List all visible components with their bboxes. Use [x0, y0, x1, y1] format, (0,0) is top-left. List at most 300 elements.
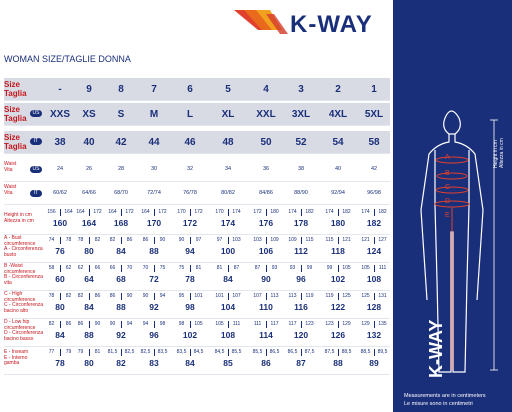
table-cell: S: [117, 109, 125, 120]
range-min: 101: [215, 293, 224, 299]
measure-letter: E: [445, 212, 450, 219]
height-label: Height in cm: [493, 140, 499, 168]
row-label: circumference: [4, 240, 36, 247]
range-min: 105: [215, 321, 224, 327]
range-min: 75: [178, 265, 185, 271]
row-label: Height in cm: [4, 212, 32, 218]
size-value: 102: [330, 274, 346, 284]
size-value: 88: [149, 246, 159, 256]
row-label: circumference: [4, 324, 36, 331]
table-cell: M: [149, 109, 159, 120]
table-cell: 68/70: [114, 190, 128, 196]
range-min: 82,5: [140, 349, 151, 355]
size-value: 96: [149, 330, 159, 340]
table-row: [4, 234, 390, 262]
range-max: 115: [305, 237, 314, 243]
range-divider: [154, 265, 155, 272]
measurement-note-it: Le misure sono in centimetri: [404, 401, 473, 407]
range-divider: [89, 293, 90, 300]
range-max: 62: [65, 265, 72, 271]
size-value: 106: [258, 246, 274, 256]
range-divider: [89, 265, 90, 272]
size-value: 88: [84, 330, 94, 340]
table-cell: XXL: [256, 109, 276, 120]
range-divider: [266, 265, 267, 272]
row-label: gamba: [4, 360, 20, 367]
table-cell: 4XL: [328, 109, 348, 120]
range-min: 82: [48, 321, 55, 327]
country-badge: IT: [30, 190, 42, 197]
range-min: 86: [142, 237, 149, 243]
table-cell: 9: [86, 84, 92, 95]
range-divider: [190, 237, 191, 244]
range-max: 182: [342, 209, 351, 215]
range-divider: [301, 321, 302, 328]
range-divider: [338, 265, 339, 272]
range-min: 117: [288, 321, 297, 327]
range-max: 70: [126, 265, 133, 271]
range-min: 74: [48, 237, 55, 243]
range-max: 125: [342, 293, 351, 299]
range-min: 93: [289, 265, 296, 271]
range-max: 107: [232, 293, 241, 299]
range-max: 182: [378, 209, 387, 215]
table-cell: 48: [222, 137, 234, 148]
range-min: 77: [48, 349, 55, 355]
range-divider: [266, 209, 267, 216]
range-divider: [338, 349, 339, 356]
range-max: 119: [305, 293, 314, 299]
range-divider: [60, 209, 61, 216]
size-value: 164: [81, 218, 97, 228]
size-value: 124: [366, 246, 382, 256]
range-max: 121: [342, 237, 351, 243]
range-max: 103: [232, 237, 241, 243]
range-min: 79: [77, 349, 84, 355]
size-value: 86: [261, 358, 271, 368]
range-min: 164: [108, 209, 117, 215]
row-label: A - Circonferenza: [4, 246, 43, 253]
range-divider: [338, 237, 339, 244]
row-label: Taglia: [4, 114, 27, 123]
range-divider: [121, 349, 122, 356]
table-cell: 32: [186, 166, 194, 172]
brand-logo: [230, 4, 410, 40]
size-value: 182: [366, 218, 382, 228]
range-max: 113: [270, 293, 279, 299]
range-divider: [228, 209, 229, 216]
range-max: 172: [93, 209, 102, 215]
table-cell: 64/66: [82, 190, 96, 196]
row-label: Waist: [4, 161, 17, 167]
size-value: 102: [182, 330, 198, 340]
size-value: 180: [330, 218, 346, 228]
size-value: 89: [369, 358, 379, 368]
table-cell: 2: [335, 84, 341, 95]
range-max: 99: [306, 265, 313, 271]
row-label: Altezza in cm: [4, 217, 34, 224]
range-divider: [89, 209, 90, 216]
size-value: 160: [52, 218, 68, 228]
range-min: 90: [109, 321, 116, 327]
range-divider: [60, 321, 61, 328]
range-divider: [228, 349, 229, 356]
range-divider: [301, 209, 302, 216]
range-min: 94: [142, 321, 149, 327]
size-value: 100: [220, 246, 236, 256]
size-value: 122: [330, 302, 346, 312]
row-label: Size: [4, 105, 21, 114]
range-divider: [89, 349, 90, 356]
size-value: 84: [84, 302, 94, 312]
table-cell: 46: [184, 137, 196, 148]
row-divider: [4, 204, 390, 205]
range-max: 82: [65, 293, 72, 299]
measure-letter: B: [445, 170, 450, 177]
range-min: 156: [47, 209, 56, 215]
range-max: 87,5: [304, 349, 315, 355]
row-label: circumference: [4, 296, 36, 303]
range-min: 78: [77, 237, 84, 243]
row-label: Taglia: [4, 89, 27, 98]
table-cell: 36: [262, 166, 270, 172]
table-cell: 7: [151, 84, 157, 95]
range-divider: [266, 321, 267, 328]
range-min: 172: [253, 209, 262, 215]
table-cell: 30: [150, 166, 158, 172]
row-label: C - Circonferenza: [4, 302, 44, 309]
row-label: Vita: [4, 166, 13, 173]
row-label: C - High: [4, 291, 23, 297]
size-value: 176: [258, 218, 274, 228]
range-divider: [301, 265, 302, 272]
side-brand-logo: [390, 319, 480, 378]
range-min: 98: [178, 321, 185, 327]
range-max: 117: [270, 321, 279, 327]
range-divider: [266, 237, 267, 244]
range-min: 174: [288, 209, 297, 215]
range-min: 164: [76, 209, 85, 215]
range-max: 83,5: [157, 349, 168, 355]
size-value: 108: [366, 274, 382, 284]
range-divider: [89, 237, 90, 244]
range-divider: [374, 265, 375, 272]
size-value: 120: [293, 330, 309, 340]
row-label: A - Bust: [4, 235, 22, 241]
size-value: 112: [294, 246, 308, 256]
country-badge: US: [30, 110, 42, 117]
table-cell: 42: [370, 166, 378, 172]
table-row: [4, 159, 390, 181]
range-divider: [338, 209, 339, 216]
size-value: 72: [149, 274, 159, 284]
range-max: 111: [378, 265, 387, 271]
size-value: 104: [220, 302, 236, 312]
range-min: 105: [361, 265, 370, 271]
range-min: 86: [109, 293, 116, 299]
range-max: 86: [94, 293, 101, 299]
size-value: 78: [55, 358, 65, 368]
row-label: Taglia: [4, 142, 27, 151]
range-min: 107: [253, 293, 262, 299]
table-row: [4, 78, 390, 100]
range-min: 85,5: [252, 349, 263, 355]
range-divider: [154, 237, 155, 244]
range-min: 174: [325, 209, 334, 215]
table-cell: 42: [115, 137, 127, 148]
range-max: 111: [232, 321, 241, 327]
size-value: 96: [296, 274, 306, 284]
size-value: 114: [259, 330, 273, 340]
size-value: 172: [182, 218, 198, 228]
range-divider: [154, 349, 155, 356]
table-cell: 26: [85, 166, 93, 172]
row-label: bacino alto: [4, 307, 29, 314]
range-max: 94: [159, 293, 166, 299]
range-max: 81: [94, 349, 101, 355]
range-divider: [154, 293, 155, 300]
table-cell: 50: [260, 137, 272, 148]
range-max: 66: [94, 265, 101, 271]
size-value: 80: [84, 246, 94, 256]
row-label: B -Waist: [4, 263, 23, 269]
table-row: [4, 182, 390, 204]
range-divider: [374, 293, 375, 300]
range-max: 172: [125, 209, 134, 215]
table-cell: -: [58, 84, 62, 95]
table-cell: 1: [371, 84, 377, 95]
range-max: 174: [232, 209, 241, 215]
range-max: 164: [64, 209, 73, 215]
size-value: 82: [116, 358, 126, 368]
range-min: 88,5: [360, 349, 371, 355]
table-cell: 76/78: [183, 190, 197, 196]
size-value: 174: [220, 218, 236, 228]
range-divider: [338, 293, 339, 300]
range-min: 82: [77, 293, 84, 299]
range-divider: [190, 321, 191, 328]
size-value: 64: [84, 274, 94, 284]
table-cell: 3: [298, 84, 304, 95]
size-value: 78: [185, 274, 195, 284]
brand-wordmark: K-WAY: [290, 11, 373, 38]
row-label: circumference: [4, 268, 36, 275]
row-label: bacino basso: [4, 335, 34, 342]
range-min: 97: [216, 237, 223, 243]
size-value: 132: [366, 330, 382, 340]
range-min: 170: [215, 209, 224, 215]
range-min: 174: [361, 209, 370, 215]
size-value: 178: [293, 218, 309, 228]
range-max: 82: [94, 237, 101, 243]
table-cell: 58: [368, 137, 380, 148]
range-min: 113: [288, 293, 297, 299]
size-value: 110: [259, 302, 273, 312]
range-min: 87: [254, 265, 261, 271]
row-label: Size: [4, 133, 21, 142]
size-value: 116: [294, 302, 308, 312]
table-cell: 84/86: [259, 190, 273, 196]
size-value: 118: [331, 246, 345, 256]
row-label: busto: [4, 251, 17, 258]
range-divider: [301, 349, 302, 356]
country-badge: US: [30, 166, 42, 173]
row-divider: [4, 374, 390, 375]
range-divider: [121, 321, 122, 328]
range-max: 90: [94, 321, 101, 327]
range-max: 131: [378, 293, 387, 299]
size-value: 88: [333, 358, 343, 368]
kway-chevron-icon: [234, 10, 288, 34]
row-label: vita: [4, 279, 12, 286]
row-label: E - Inseam: [4, 349, 29, 355]
range-divider: [121, 265, 122, 272]
size-value: 80: [55, 302, 65, 312]
table-row: [4, 103, 390, 125]
row-label: D - Circonferenza: [4, 330, 44, 337]
table-cell: 34: [224, 166, 232, 172]
height-label-it: Altezza in cm: [499, 138, 505, 168]
size-table: [4, 78, 390, 412]
range-max: 135: [378, 321, 387, 327]
size-value: 80: [84, 358, 94, 368]
range-divider: [121, 237, 122, 244]
range-min: 125: [361, 293, 370, 299]
range-min: 84,5: [214, 349, 225, 355]
range-max: 172: [158, 209, 167, 215]
range-divider: [190, 349, 191, 356]
range-min: 81: [216, 265, 223, 271]
size-value: 170: [146, 218, 162, 228]
range-divider: [121, 209, 122, 216]
range-max: 90: [159, 237, 166, 243]
range-max: 82,5: [124, 349, 135, 355]
table-cell: XL: [221, 109, 235, 120]
range-divider: [338, 321, 339, 328]
row-label: D - Low hip: [4, 319, 30, 325]
table-cell: 92/94: [331, 190, 345, 196]
measure-letter: C: [445, 184, 451, 191]
range-max: 88,5: [341, 349, 352, 355]
size-value: 128: [366, 302, 382, 312]
range-max: 105: [342, 265, 351, 271]
range-max: 87: [233, 265, 240, 271]
range-min: 99: [326, 265, 333, 271]
range-divider: [374, 349, 375, 356]
size-value: 92: [149, 302, 159, 312]
range-max: 123: [305, 321, 314, 327]
range-min: 86: [77, 321, 84, 327]
range-max: 105: [194, 321, 203, 327]
range-divider: [60, 265, 61, 272]
size-value: 126: [330, 330, 346, 340]
table-cell: 38: [297, 166, 305, 172]
range-max: 127: [378, 237, 387, 243]
size-value: 87: [296, 358, 306, 368]
size-value: 60: [55, 274, 65, 284]
table-cell: 54: [332, 137, 344, 148]
range-min: 82: [109, 237, 116, 243]
table-row: [4, 262, 390, 290]
range-divider: [60, 237, 61, 244]
range-divider: [190, 265, 191, 272]
range-min: 164: [141, 209, 150, 215]
table-cell: 5XL: [364, 109, 384, 120]
table-row: [4, 131, 390, 153]
table-cell: 3XL: [291, 109, 311, 120]
range-min: 62: [77, 265, 84, 271]
size-value: 76: [55, 246, 65, 256]
table-cell: 44: [148, 137, 160, 148]
range-divider: [154, 209, 155, 216]
range-min: 90: [178, 237, 185, 243]
range-max: 84,5: [193, 349, 204, 355]
range-min: 119: [325, 293, 334, 299]
table-cell: 60/62: [53, 190, 67, 196]
range-min: 129: [361, 321, 370, 327]
range-divider: [60, 349, 61, 356]
range-min: 109: [288, 237, 297, 243]
range-max: 109: [270, 237, 279, 243]
range-divider: [301, 237, 302, 244]
range-min: 111: [253, 321, 262, 327]
range-min: 123: [325, 321, 334, 327]
row-label: Vita: [4, 189, 13, 196]
table-cell: 6: [187, 84, 193, 95]
size-value: 84: [116, 246, 126, 256]
table-cell: 72/74: [147, 190, 161, 196]
size-value: 168: [113, 218, 129, 228]
range-min: 66: [109, 265, 116, 271]
measure-letter: A: [445, 154, 450, 161]
table-cell: 88/90: [294, 190, 308, 196]
range-min: 81,5: [107, 349, 118, 355]
range-max: 81: [195, 265, 202, 271]
size-value: 98: [185, 302, 195, 312]
range-divider: [228, 293, 229, 300]
row-label: Waist: [4, 184, 17, 190]
size-value: 92: [116, 330, 126, 340]
row-divider: [4, 153, 390, 154]
range-max: 79: [65, 349, 72, 355]
table-cell: 96/98: [367, 190, 381, 196]
measurement-panel: [393, 0, 512, 412]
row-label: Size: [4, 80, 21, 89]
range-divider: [228, 321, 229, 328]
size-value: 85: [223, 358, 233, 368]
table-cell: 38: [54, 137, 66, 148]
range-divider: [228, 237, 229, 244]
side-brand-wordmark: K-WAY: [426, 319, 446, 378]
range-divider: [121, 293, 122, 300]
row-divider: [4, 125, 390, 126]
table-row: [4, 318, 390, 346]
table-cell: 8: [118, 84, 124, 95]
range-min: 78: [48, 293, 55, 299]
range-max: 97: [195, 237, 202, 243]
range-divider: [190, 209, 191, 216]
size-value: 88: [116, 302, 126, 312]
range-max: 180: [270, 209, 279, 215]
range-divider: [89, 321, 90, 328]
size-value: 94: [185, 246, 195, 256]
range-divider: [266, 293, 267, 300]
range-max: 101: [194, 293, 203, 299]
range-divider: [190, 293, 191, 300]
range-divider: [154, 321, 155, 328]
size-value: 83: [149, 358, 159, 368]
range-min: 70: [142, 265, 149, 271]
